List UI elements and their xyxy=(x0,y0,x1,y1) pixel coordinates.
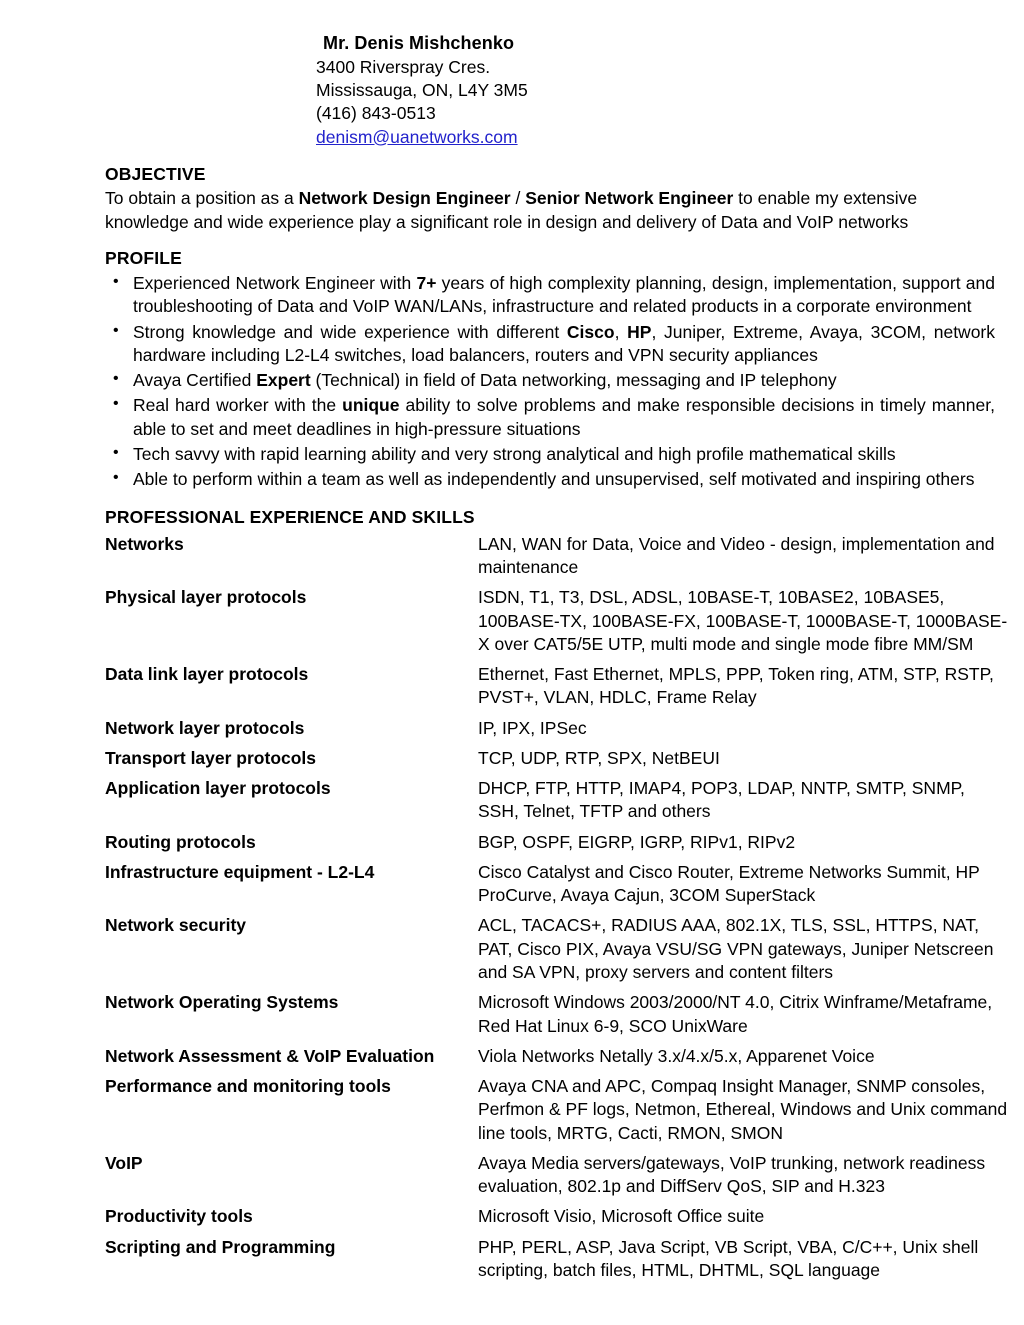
table-row xyxy=(105,663,1008,717)
list-item xyxy=(105,321,995,368)
bullet-text-bold: 7+ xyxy=(416,273,437,294)
bullet-text-pre: Tech savvy with rapid learning ability and very strong analytical and high profile mathematical skills xyxy=(133,443,896,464)
skill-value: ISDN, T1, T3, DSL, ADSL, 10BASE-T, 10BASE2, 10BASE5, 100BASE-TX, 100BASE-FX, 100BASE-T, 1000BASE-T, 1000BASE-X over CAT5/5E UTP, multi mode and single mode fibre MM/SM xyxy=(478,587,1008,654)
skill-label: Application layer protocols xyxy=(105,778,331,799)
skill-value: Ethernet, Fast Ethernet, MPLS, PPP, Token ring, ATM, STP, RSTP, PVST+, VLAN, HDLC, Frame Relay xyxy=(478,664,994,708)
bullet-text-post: years of high complexity planning, design, implementation, support and troubleshooting of Data and VoIP WAN/LANs, infrastructure and related products in a corporate environment xyxy=(133,273,995,317)
table-row xyxy=(105,1205,1008,1235)
objective-role-separator: / xyxy=(510,188,526,209)
skill-value: TCP, UDP, RTP, SPX, NetBEUI xyxy=(478,747,720,768)
bullet-text-bold: Cisco xyxy=(566,321,615,342)
skills-table xyxy=(105,533,1008,1289)
list-item xyxy=(105,272,995,319)
table-row xyxy=(105,586,1008,663)
skill-value: Avaya CNA and APC, Compaq Insight Manager, SNMP consoles, Perfmon & PF logs, Netmon, Ethereal, Windows and Unix command line tools, MRTG, Cacti, RMON, SMON xyxy=(478,1076,1008,1143)
skill-value: Avaya Media servers/gateways, VoIP trunking, network readiness evaluation, 802.1p and DiffServ QoS, SIP and H.323 xyxy=(478,1152,986,1197)
objective-heading: OBJECTIVE xyxy=(105,164,206,184)
skill-value: BGP, OSPF, EIGRP, IGRP, RIPv1, RIPv2 xyxy=(478,831,796,852)
bullet-text-post: , Juniper, Extreme, Avaya, 3COM, network hardware including L2-L4 switches, load balancers, routers and VPN security appliances xyxy=(133,321,995,365)
skill-value: DHCP, FTP, HTTP, IMAP4, POP3, LDAP, NNTP, SMTP, SNMP, SSH, Telnet, TFTP and others xyxy=(478,778,965,822)
skill-label: Transport layer protocols xyxy=(105,747,317,768)
skill-label: Infrastructure equipment - L2-L4 xyxy=(105,861,375,882)
objective-text-part-1: To obtain a position as a xyxy=(105,188,299,209)
table-row xyxy=(105,747,1008,777)
table-row xyxy=(105,533,1008,587)
skill-label: Network security xyxy=(105,915,247,936)
address-line-2: Mississauga, ON, L4Y 3M5 xyxy=(316,80,528,101)
skill-value: Microsoft Visio, Microsoft Office suite xyxy=(478,1206,765,1227)
list-item xyxy=(105,394,995,441)
table-row xyxy=(105,914,1008,991)
skills-heading: PROFESSIONAL EXPERIENCE AND SKILLS xyxy=(105,507,475,528)
skill-value: PHP, PERL, ASP, Java Script, VB Script, VBA, C/C++, Unix shell scripting, batch files, HTML, DHTML, SQL language xyxy=(478,1236,979,1280)
skill-label: VoIP xyxy=(105,1152,143,1173)
skill-label: Network Assessment & VoIP Evaluation xyxy=(105,1045,435,1066)
list-item xyxy=(105,443,995,466)
table-row xyxy=(105,831,1008,861)
objective-role-primary: Network Design Engineer xyxy=(298,188,511,209)
contact-header xyxy=(316,32,996,149)
skill-label: Networks xyxy=(105,533,184,554)
objective-role-secondary: Senior Network Engineer xyxy=(525,188,734,209)
table-row xyxy=(105,1236,1008,1290)
table-row xyxy=(105,1075,1008,1152)
candidate-name: Mr. Denis Mishchenko xyxy=(323,33,515,53)
bullet-text-bold: unique xyxy=(342,395,400,416)
skill-label: Productivity tools xyxy=(105,1206,253,1227)
skill-label: Network Operating Systems xyxy=(105,992,339,1013)
table-row xyxy=(105,717,1008,747)
bullet-text-pre: Avaya Certified xyxy=(133,370,257,391)
table-row xyxy=(105,1045,1008,1075)
bullet-text-pre: Real hard worker with the xyxy=(133,395,343,416)
bullet-text-post: ability to solve problems and make responsible decisions in timely manner, able to set and meet deadlines in high-pressure situations xyxy=(133,395,995,439)
skill-label: Routing protocols xyxy=(105,831,256,852)
table-row xyxy=(105,991,1008,1045)
skill-label: Data link layer protocols xyxy=(105,664,309,685)
bullet-text-pre: Experienced Network Engineer with xyxy=(133,273,417,294)
bullet-text-bold: Expert xyxy=(256,370,311,391)
skill-label: Network layer protocols xyxy=(105,717,305,738)
skill-value: Microsoft Windows 2003/2000/NT 4.0, Citrix Winframe/Metaframe, Red Hat Linux 6-9, SCO UnixWare xyxy=(478,992,993,1036)
skill-label: Physical layer protocols xyxy=(105,587,307,608)
skill-label: Scripting and Programming xyxy=(105,1236,336,1257)
bullet-text-pre: Able to perform within a team as well as independently and unsupervised, self motivated and inspiring others xyxy=(133,469,975,490)
profile-heading: PROFILE xyxy=(105,247,182,268)
list-item xyxy=(105,369,995,392)
table-row xyxy=(105,1152,1008,1206)
bullet-text-post: (Technical) in field of Data networking, messaging and IP telephony xyxy=(310,370,837,391)
phone-number: (416) 843-0513 xyxy=(316,103,436,124)
bullet-text-pre: Strong knowledge and wide experience with different xyxy=(133,321,567,342)
profile-bullet-list xyxy=(28,272,995,491)
table-row xyxy=(105,777,1008,831)
objective-paragraph xyxy=(105,187,995,234)
skill-value: Viola Networks Netally 3.x/4.x/5.x, Apparenet Voice xyxy=(478,1045,875,1066)
table-row xyxy=(105,861,1008,915)
skill-value: Cisco Catalyst and Cisco Router, Extreme Networks Summit, HP ProCurve, Avaya Cajun, 3COM SuperStack xyxy=(478,861,980,906)
list-item xyxy=(105,468,995,491)
skill-value: IP, IPX, IPSec xyxy=(478,717,587,738)
objective-text-part-2: to enable my extensive knowledge and wide experience play a significant role in design and delivery of Data and VoIP networks xyxy=(105,188,918,232)
skill-value: LAN, WAN for Data, Voice and Video - design, implementation and maintenance xyxy=(478,533,995,577)
bullet-text-bold-2: HP xyxy=(627,321,652,342)
skill-label: Performance and monitoring tools xyxy=(105,1076,391,1097)
email-link[interactable]: denism@uanetworks.com xyxy=(316,126,518,147)
address-line-1: 3400 Riverspray Cres. xyxy=(316,56,491,77)
email-line xyxy=(316,126,996,149)
spacer-profile-skills xyxy=(28,493,996,506)
spacer-objective-profile xyxy=(28,234,996,247)
bullet-text-mid: , xyxy=(614,321,628,342)
skill-value: ACL, TACACS+, RADIUS AAA, 802.1X, TLS, SSL, HTTPS, NAT, PAT, Cisco PIX, Avaya VSU/SG VPN gateways, Juniper Netscreen and SA VPN, proxy servers and content filters xyxy=(478,915,994,982)
